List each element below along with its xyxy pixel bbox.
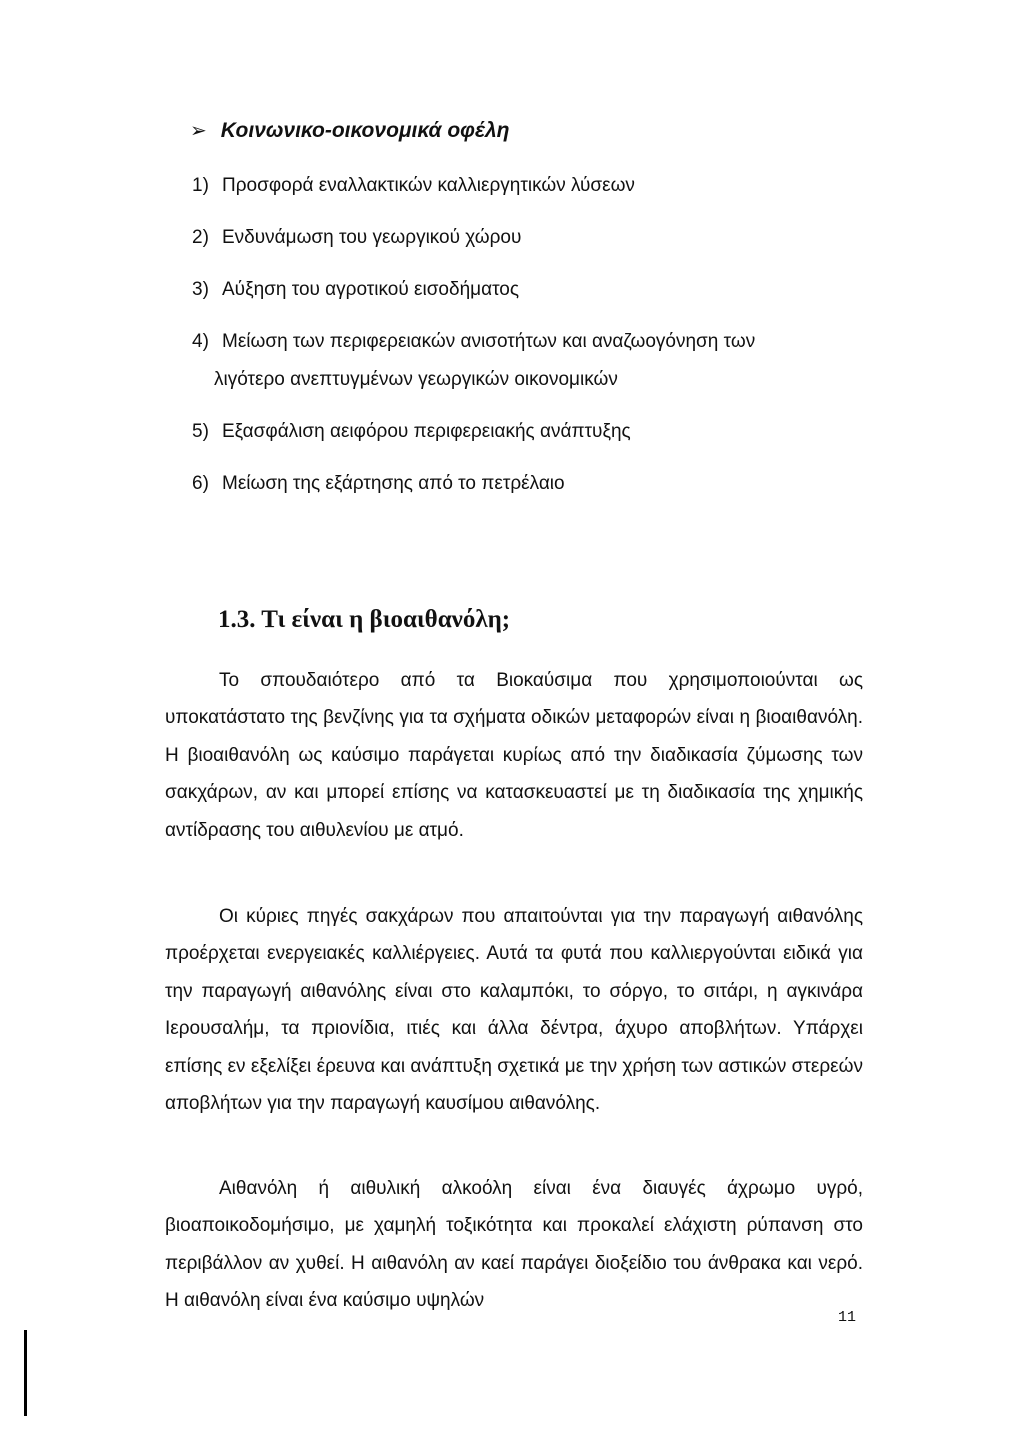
list-item <box>192 220 872 256</box>
list-item-text-continued: λιγότερο ανεπτυγμένων γεωργικών οικονομικών <box>214 369 618 390</box>
list-item-text: Εξασφάλιση αειφόρου περιφερειακής ανάπτυξης <box>222 421 631 442</box>
list-item-number: 2) <box>192 227 209 248</box>
paragraph: Οι κύριες πηγές σακχάρων που απαιτούνται για την παραγωγή αιθανόλης προέρχεται ενεργειακές καλλιέργειες. Αυτά τα φυτά που καλλιεργούνται ειδικά για την παραγωγή αιθανόλης είναι στο καλαμπόκι, το σόργο, το σιτάρι, η αγκινάρα Ιερουσαλήμ, τα πριονίδια, ιτιές και άλλα δέντρα, άχυρο αποβλήτων. Υπάρχει επίσης εν εξελίξει έρευνα και ανάπτυξη σχετικά με την χρήση των αστικών στερεών αποβλήτων για την παραγωγή καυσίμου αιθανόλης. <box>165 906 863 1115</box>
list-item <box>192 168 872 204</box>
list-item-number: 3) <box>192 279 209 300</box>
list-item <box>192 414 872 450</box>
list-item-number: 4) <box>192 331 209 352</box>
list-item <box>192 324 872 360</box>
section-heading <box>190 116 890 146</box>
paragraph: Αιθανόλη ή αιθυλική αλκοόλη είναι ένα διαυγές άχρωμο υγρό, βιοαποικοδομήσιμο, με χαμηλή τοξικότητα και προκαλεί ελάχιστη ρύπανση στο περιβάλλον αν χυθεί. Η αιθανόλη αν καεί παράγει διοξείδιο του άνθρακα και νερό. Η αιθανόλη είναι ένα καύσιμο υψηλών <box>165 1178 863 1312</box>
page-number: 11 <box>838 1309 857 1326</box>
list-item-text: Προσφορά εναλλακτικών καλλιεργητικών λύσεων <box>222 175 635 196</box>
section-heading-text: Κοινωνικο-οικονομικά οφέλη <box>220 119 510 142</box>
list-item-number: 6) <box>192 473 209 494</box>
list-item-text: Ενδυνάμωση του γεωργικού χώρου <box>222 227 522 248</box>
list-item-text: Μείωση των περιφερειακών ανισοτήτων και αναζωογόνηση των <box>222 331 756 352</box>
list-item-number: 5) <box>192 421 209 442</box>
list-item <box>192 272 872 308</box>
list-item <box>192 466 872 502</box>
chapter-title: 1.3. Τι είναι η βιοαιθανόλη; <box>218 606 511 633</box>
list-item-number: 1) <box>192 175 209 196</box>
margin-rule <box>24 1330 27 1416</box>
paragraph: Το σπουδαιότερο από τα Βιοκαύσιμα που χρησιμοποιούνται ως υποκατάστατο της βενζίνης για τα σχήματα οδικών μεταφορών είναι η βιοαιθανόλη. Η βιοαιθανόλη ως καύσιμο παράγεται κυρίως από την διαδικασία ζύμωσης των σακχάρων, αν και μπορεί επίσης να κατασκευαστεί με τη διαδικασία της χημικής αντίδρασης του αιθυλενίου με ατμό. <box>165 670 863 841</box>
arrow-bullet-icon: ➢ <box>190 120 207 142</box>
list-item-text: Μείωση της εξάρτησης από το πετρέλαιο <box>222 473 565 494</box>
list-item-text: Αύξηση του αγροτικού εισοδήματος <box>222 279 520 300</box>
